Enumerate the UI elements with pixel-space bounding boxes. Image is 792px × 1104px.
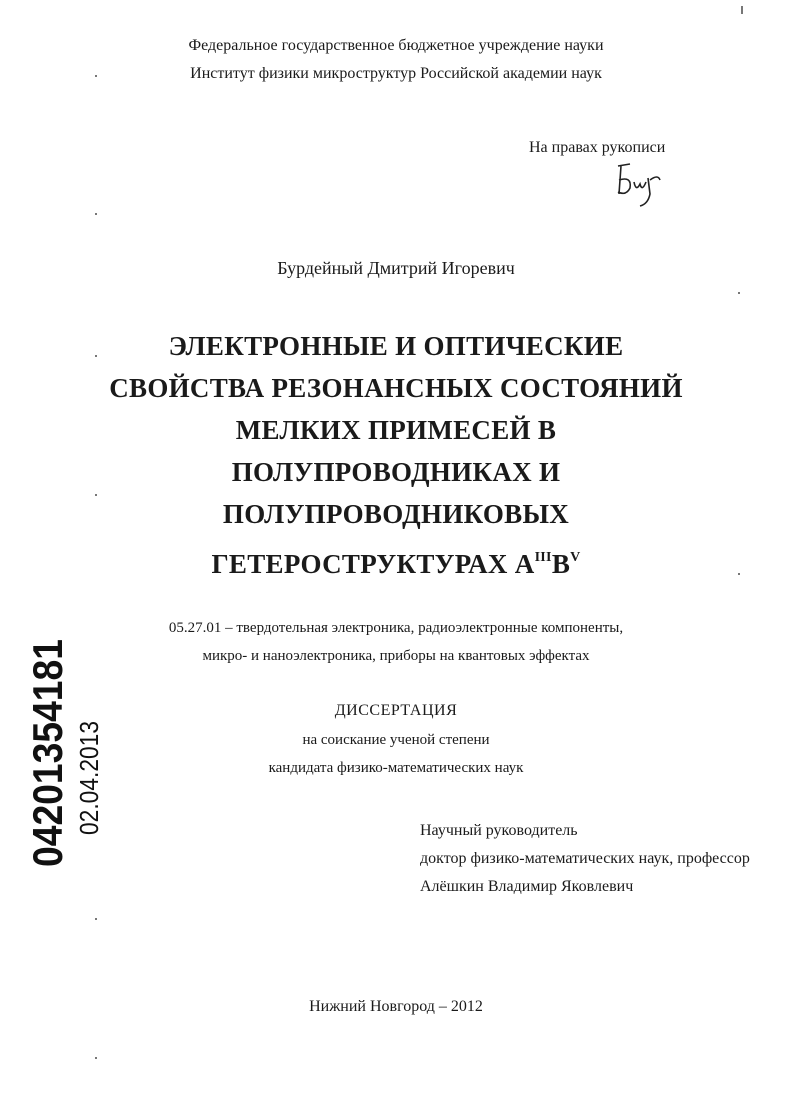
title-line-6 [0,535,792,581]
title-line-4: ПОЛУПРОВОДНИКАХ И [231,457,561,487]
title-line-5: ПОЛУПРОВОДНИКОВЫХ [222,499,570,529]
scan-speck [738,573,740,575]
title-line-6-b: B [551,549,571,579]
scan-speck [95,1057,97,1059]
title-line-3: МЕЛКИХ ПРИМЕСЕЙ В [235,415,557,445]
supervisor-label: Научный руководитель [420,822,578,839]
title-line-2: СВОЙСТВА РЕЗОНАНСНЫХ СОСТОЯНИЙ [109,373,683,403]
scan-speck [95,75,97,77]
title-superscript-iii: III [534,550,552,565]
title-superscript-v: V [570,550,581,565]
institution-line-1: Федеральное государственное бюджетное учреждение науки [188,37,604,54]
dissertation-line-1: на соискание ученой степени [302,732,490,748]
specialty-line-1: 05.27.01 – твердотельная электроника, радиоэлектронные компоненты, [168,620,624,636]
author-signature [612,160,668,210]
scan-speck [95,918,97,920]
scan-speck [741,6,743,14]
institution-line-2: Институт физики микроструктур Российской академии наук [190,65,602,82]
scan-speck [738,292,740,294]
dissertation-heading: ДИССЕРТАЦИЯ [334,702,458,719]
stamp-date: 02.04.2013 [74,704,104,835]
scan-speck [95,355,97,357]
library-stamp-graphic [14,635,114,885]
supervisor-name: Алёшкин Владимир Яковлевич [420,878,634,895]
place-year: Нижний Новгород – 2012 [309,998,483,1015]
library-stamp [14,635,114,885]
specialty-line-2: микро- и наноэлектроника, приборы на квантовых эффектах [202,648,590,664]
author-name: Бурдейный Дмитрий Игоревич [277,258,515,278]
title-line-6-prefix: ГЕТЕРОСТРУКТУРАХ A [211,549,535,579]
stamp-number: 04201354181 [24,635,71,867]
title-line-1: ЭЛЕКТРОННЫЕ И ОПТИЧЕСКИЕ [168,331,624,361]
dissertation-line-2: кандидата физико-математических наук [268,760,524,776]
manuscript-rights-note: На правах рукописи [529,139,666,156]
scan-speck [95,494,97,496]
scan-speck [95,213,97,215]
supervisor-degree: доктор физико-математических наук, профессор [420,850,750,867]
